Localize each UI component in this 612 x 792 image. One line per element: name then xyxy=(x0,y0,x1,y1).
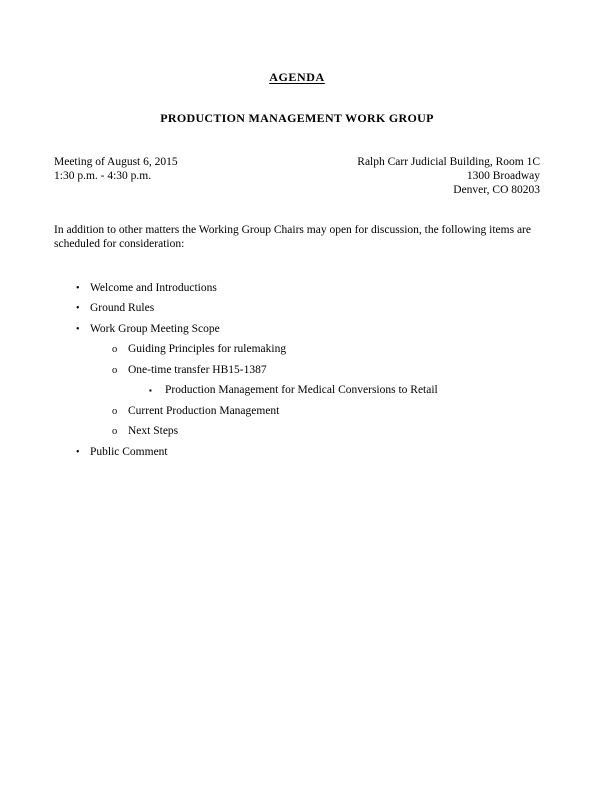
agenda-item-label: Guiding Principles for rulemaking xyxy=(128,343,287,356)
agenda-item-label: Welcome and Introductions xyxy=(90,281,217,294)
meeting-date: Meeting of August 6, 2015 xyxy=(54,156,178,168)
agenda-item-level-2 xyxy=(54,405,540,418)
bullet-square-icon: ▪ xyxy=(149,386,152,396)
bullet-disc-icon: • xyxy=(76,303,80,315)
agenda-item-level-2 xyxy=(54,343,540,356)
agenda-item-level-1 xyxy=(54,282,540,295)
page-title xyxy=(54,0,540,85)
meeting-datetime-block xyxy=(54,155,178,183)
bullet-circle-icon: o xyxy=(112,405,118,417)
agenda-item-label: Public Comment xyxy=(90,445,168,458)
page-title-text: AGENDA xyxy=(269,70,325,84)
agenda-item-level-1 xyxy=(54,323,540,336)
bullet-disc-icon: • xyxy=(76,282,80,294)
agenda-item-level-1 xyxy=(54,446,540,459)
venue-name: Ralph Carr Judicial Building, Room 1C xyxy=(357,156,540,168)
agenda-item-level-2 xyxy=(54,364,540,377)
bullet-circle-icon: o xyxy=(112,426,118,438)
agenda-item-label: Production Management for Medical Conversions to Retail xyxy=(165,384,438,397)
bullet-circle-icon: o xyxy=(112,364,118,376)
intro-paragraph: In addition to other matters the Working Group Chairs may open for discussion, the following items are scheduled for consideration: xyxy=(54,223,531,251)
agenda-item-label: One-time transfer HB15-1387 xyxy=(128,363,267,376)
bullet-circle-icon: o xyxy=(112,344,118,356)
bullet-disc-icon: • xyxy=(76,323,80,335)
venue-city-state-zip: Denver, CO 80203 xyxy=(453,184,540,197)
document-body xyxy=(54,0,540,466)
agenda-outline xyxy=(54,282,540,459)
agenda-item-label: Current Production Management xyxy=(128,404,280,417)
agenda-item-label: Next Steps xyxy=(128,425,179,438)
meeting-time: 1:30 p.m. - 4:30 p.m. xyxy=(54,170,152,183)
agenda-item-label: Ground Rules xyxy=(90,302,155,315)
agenda-item-label: Work Group Meeting Scope xyxy=(90,322,220,335)
venue-street: 1300 Broadway xyxy=(466,170,540,183)
agenda-item-level-3 xyxy=(54,384,540,397)
meeting-location-block xyxy=(357,155,540,198)
meeting-info xyxy=(54,155,540,198)
page-subtitle: PRODUCTION MANAGEMENT WORK GROUP xyxy=(160,111,434,125)
bullet-disc-icon: • xyxy=(76,446,80,458)
agenda-item-level-2 xyxy=(54,425,540,438)
agenda-item-level-1 xyxy=(54,302,540,315)
